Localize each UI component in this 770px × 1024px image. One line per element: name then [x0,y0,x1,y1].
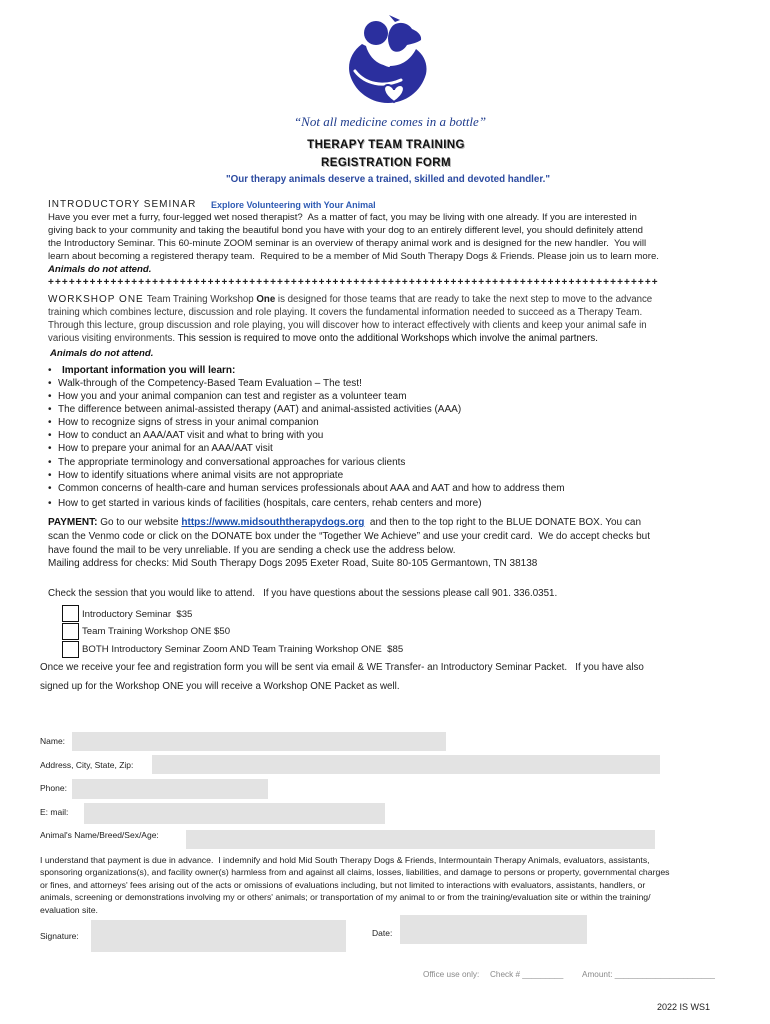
email-field[interactable] [84,803,385,824]
disclaimer-line: or fines, and attorneys' fees arising out of the acts or omissions of evaluations including, but not limited to interactions with evaluators, assistants, handlers, or [40,880,646,890]
office-use-label: Office use only: [423,970,480,979]
logo-icon [343,14,433,106]
disclaimer-line: I understand that payment is due in advance. I indemnify and hold Mid South Therapy Dogs & Friends, Intermountain Therapy Animals, evaluators, assistants, [40,855,650,865]
name-field[interactable] [72,732,446,751]
bullet-icon [48,430,52,442]
payment-text: and then to the top right to the BLUE DONATE BOX. You can [364,517,642,528]
intro-text-line: giving back to your community and taking the beautiful bond you have with your dog to an entirely different level, you should definitely attend [48,225,644,236]
followup-text-line: Once we receive your fee and registration form you will be sent via email & WE Transfer- an Introductory Seminar Packet. If you have also [40,662,644,673]
option-label-introductory-seminar: Introductory Seminar $35 [82,609,193,620]
office-check-number: Check # _________ [490,970,564,979]
payment-label: PAYMENT: [48,517,98,528]
payment-text-line: have found the mail to be very unreliable. If you are sending a check use the address below. [48,545,456,556]
website-link[interactable]: https://www.midsouththerapydogs.org [181,517,365,528]
payment-text-line [48,517,641,529]
list-item: How to prepare your animal for an AAA/AAT visit [58,443,273,454]
phone-label: Phone: [40,783,67,793]
list-item: How to identify situations where animal visits are not appropriate [58,470,344,481]
workshop-text-line [48,294,652,306]
office-amount: Amount: ______________________ [582,970,715,979]
address-field[interactable] [152,755,660,774]
bullet-icon [48,417,52,429]
animal-info-label: Animal's Name/Breed/Sex/Age: [40,830,159,840]
session-prompt: Check the session that you would like to attend. If you have questions about the sessions please call 901. 336.0351. [48,588,558,599]
address-label: Address, City, State, Zip: [40,760,134,770]
workshop-text: is designed for those teams that are ready to take the next step to move to the advance [275,294,653,305]
payment-text: Go to our website [97,517,182,528]
phone-field[interactable] [72,779,268,799]
intro-text-line: the Introductory Seminar. This 60-minute ZOOM seminar is an overview of therapy animal work and is designed for the new handler. You will [48,238,647,249]
signature-field[interactable] [91,920,346,952]
checkbox-introductory-seminar[interactable] [62,605,79,622]
disclaimer-line: evaluation site. [40,905,98,915]
learn-heading: Important information you will learn: [62,365,236,376]
bullet-icon [48,470,52,482]
tagline: "Our therapy animals deserve a trained, skilled and devoted handler." [226,174,550,185]
disclaimer-line: sponsoring organizations(s), and facility owner(s) harmless from and against all claims, losses, liabilities, and damage to persons or property, governmental charges [40,867,670,877]
list-item: How you and your animal companion can test and register as a volunteer team [58,391,407,402]
bullet-icon [48,365,52,377]
bullet-icon [48,498,52,510]
workshop-text: various visiting environments. [48,333,178,344]
workshop-requirement: This session is required to move onto the additional Workshops which involve the animal partners. [177,333,598,344]
payment-text-line: scan the Venmo code or click on the DONATE box under the “Together We Achieve” and use your credit card. We do accept checks but [48,531,650,542]
intro-heading: INTRODUCTORY SEMINAR [48,199,197,210]
workshop-text-line: Through this lecture, group discussion and role playing, you will discover how to interact effectively with clients and keep your animal safe in [48,320,647,331]
logo-graphic [343,14,433,106]
page-title-line-2: REGISTRATION FORM [321,157,451,169]
date-field[interactable] [400,915,587,944]
date-label: Date: [372,928,393,938]
workshop-one-emphasis: One [256,294,276,305]
list-item: How to conduct an AAA/AAT visit and what to bring with you [58,430,324,441]
intro-subheading: Explore Volunteering with Your Animal [211,200,376,210]
list-item: Walk-through of the Competency-Based Team Evaluation – The test! [58,378,362,389]
bullet-icon [48,457,52,469]
name-label: Name: [40,736,66,746]
workshop-text-line [48,333,598,345]
animal-info-field[interactable] [186,830,655,849]
section-separator: ++++++++++++++++++++++++++++++++++++++++++++++++++++++++++++++++++++++++++++++++++++++++ [48,277,659,288]
followup-text-line: signed up for the Workshop ONE you will receive a Workshop ONE Packet as well. [40,681,400,692]
form-code: 2022 IS WS1 [657,1002,711,1012]
option-label-workshop-one: Team Training Workshop ONE $50 [82,626,231,637]
signature-label: Signature: [40,931,79,941]
list-item: Common concerns of health-care and human services professionals about AAA and AAT and how to address them [58,483,565,494]
intro-text-line: learn about becoming a registered therapy team. Required to be a member of Mid South Therapy Dogs & Friends. Please join us to learn more. [48,251,659,262]
list-item: The appropriate terminology and conversational approaches for various clients [58,457,406,468]
workshop-text: Team Training Workshop [146,294,257,305]
list-item: The difference between animal-assisted therapy (AAT) and animal-assisted activities (AAA) [58,404,462,415]
list-item: How to recognize signs of stress in your animal companion [58,417,319,428]
page-title-line-1: THERAPY TEAM TRAINING [307,139,465,151]
bullet-icon [48,391,52,403]
bullet-icon [48,483,52,495]
intro-animals-note: Animals do not attend. [48,264,152,275]
motto-quote: “Not all medicine comes in a bottle” [293,114,487,129]
list-item: How to get started in various kinds of facilities (hospitals, care centers, rehab centers and more) [58,498,482,509]
workshop-heading: WORKSHOP ONE [48,294,144,305]
bullet-icon [48,378,52,390]
workshop-animals-note: Animals do not attend. [50,348,154,359]
intro-text-line: Have you ever met a furry, four-legged wet nosed therapist? As a matter of fact, you may be living with one already. If you are interested in [48,212,637,223]
mailing-address: Mailing address for checks: Mid South Therapy Dogs 2095 Exeter Road, Suite 80-105 Germantown, TN 38138 [48,558,538,569]
bullet-icon [48,404,52,416]
disclaimer-line: animals, screening or demonstrations involving my or others' animals; or transportation of my animal to or from the training/evaluation site or within the training/ [40,892,651,902]
bullet-icon [48,443,52,455]
workshop-text-line: training which combines lecture, discussion and role playing. It covers the fundamental information needed to succeed as a Therapy Team. [48,307,643,318]
checkbox-workshop-one[interactable] [62,623,79,640]
email-label: E: mail: [40,807,69,817]
checkbox-both-sessions[interactable] [62,641,79,658]
option-label-both-sessions: BOTH Introductory Seminar Zoom AND Team Training Workshop ONE $85 [82,644,404,655]
